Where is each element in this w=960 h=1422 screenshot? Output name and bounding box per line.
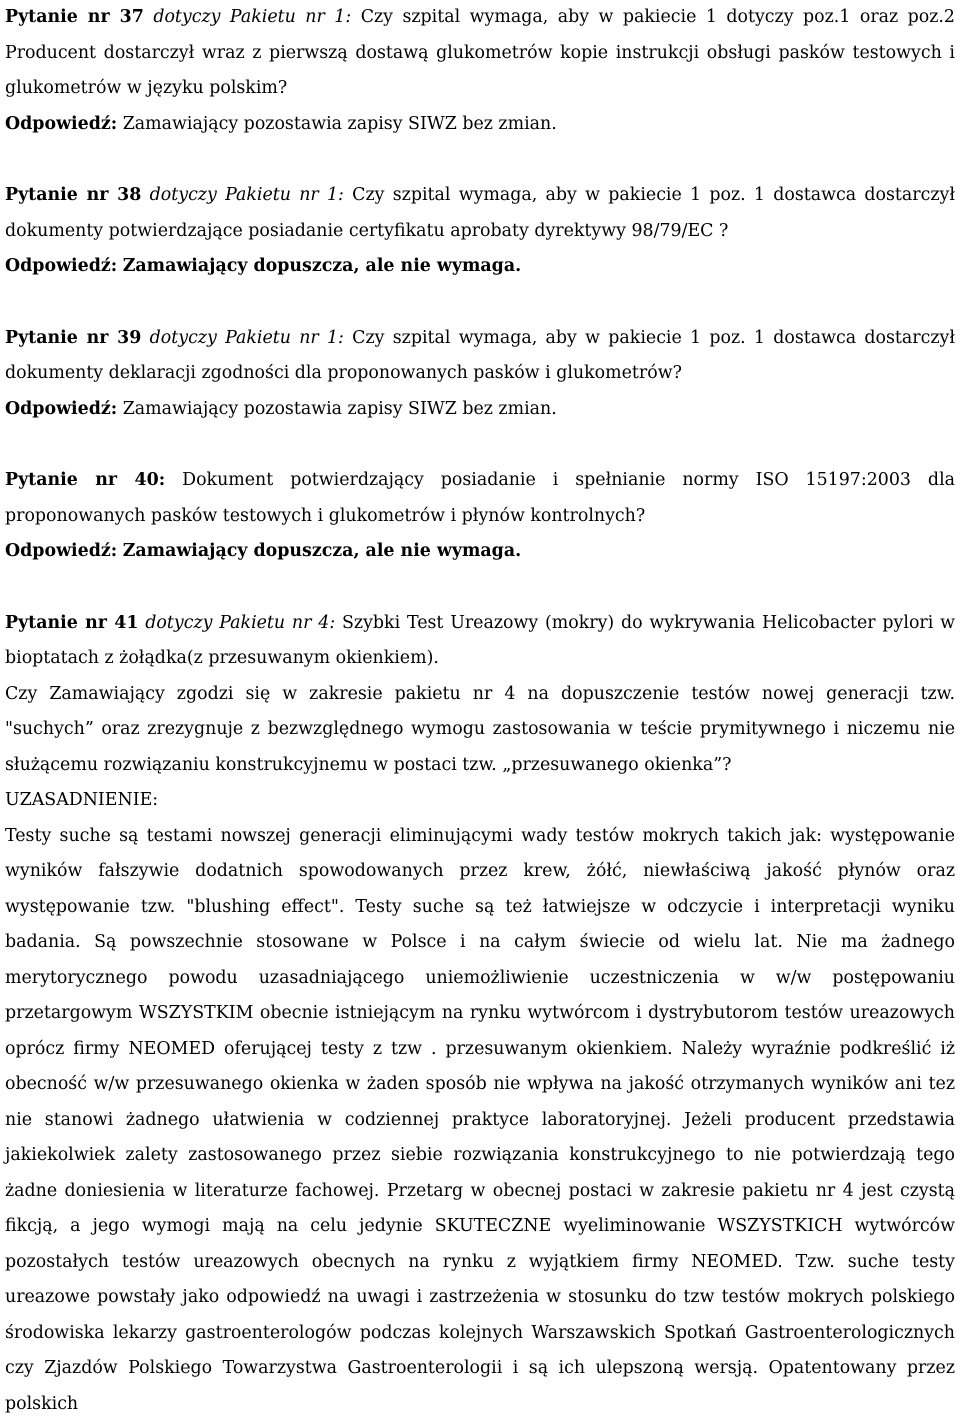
- answer-40-label: Odpowiedź:: [5, 541, 117, 561]
- justification-text: Testy suche są testami nowszej generacji eliminującymi wady testów mokrych takich jak: występowanie wyników fałszywie dodatnich spowodowanych przez krew, żółć, niewłaściwą jakość płynów oraz występowanie tzw. "blushing effect". Testy suche są też łatwiejsze w odczycie i interpretacji wyniku badania. Są powszechnie stosowane w Polsce i na całym świecie od wielu lat. Nie ma żadnego merytorycznego powodu uzasadniającego uniemożliwienie uczestniczenia w w/w postępowaniu przetargowym WSZYSTKIM obecnie istniejącym na rynku wytwórcom i dystrybutorom testów ureazowych oprócz firmy NEOMED oferującej testy z tzw . przesuwanym okienkiem. Należy wyraźnie podkreślić iż obecność w/w przesuwanego okienka w żaden sposób nie wpływa na jakość otrzymanych wyników ani tez nie stanowi żadnego ułatwienia w codziennej praktyce laboratoryjnej. Jeżeli producent przedstawia jakiekolwiek zalety zastosowanego przez siebie rozwiązania konstrukcyjnego to nie potwierdzają tego żadne doniesienia w literaturze fachowej. Przetarg w obecnej postaci w zakresie pakietu nr 4 jest czystą fikcją, a jego wymogi mają na celu jedynie SKUTECZNE wyeliminowanie WSZYSTKICH wytwórców pozostałych testów ureazowych obecnych na rynku z wyjątkiem firmy NEOMED. Tzw. suche testy ureazowe powstały jako odpowiedź na uwagi i zastrzeżenia w stosunku do tzw testów mokrych polskiego środowiska lekarzy gastroenterologów podczas kolejnych Warszawskich Spotkań Gastroenterologicznych czy Zjazdów Polskiego Towarzystwa Gastroenterologii i są ich ulepszoną wersją. Opatentowany przez polskich: [5, 819, 955, 1422]
- answer-38-label: Odpowiedź:: [5, 256, 117, 276]
- question-40: [5, 463, 955, 570]
- question-37-ref: dotyczy Pakietu nr 1:: [153, 7, 351, 27]
- question-41: [5, 606, 955, 1422]
- answer-39-label: Odpowiedź:: [5, 399, 117, 419]
- question-41-text: [5, 606, 955, 677]
- question-41-question: Czy Zamawiający zgodzi się w zakresie pakietu nr 4 na dopuszczenie testów nowej generacji tzw. "suchych” oraz zrezygnuje z bezwzględnego wymogu zastosowania w teście prymitywnego i niczemu nie służącemu rozwiązaniu konstrukcyjnemu w postaci tzw. „przesuwanego okienka”?: [5, 677, 955, 784]
- question-37-body: Czy szpital wymaga, aby w pakiecie 1 dotyczy poz.1 oraz poz.2 Producent dostarczył wraz z pierwszą dostawą glukometrów kopie instrukcji obsługi pasków testowych i glukometrów w języku polskim?: [5, 7, 955, 98]
- question-39-ref: dotyczy Pakietu nr 1:: [150, 328, 344, 348]
- question-38-text: [5, 178, 955, 249]
- answer-40-text: Zamawiający dopuszcza, ale nie wymaga.: [123, 541, 521, 561]
- answer-39-text: Zamawiający pozostawia zapisy SIWZ bez zmian.: [123, 399, 557, 419]
- question-41-ref: dotyczy Pakietu nr 4:: [145, 613, 335, 633]
- question-41-label: Pytanie nr 41: [5, 613, 138, 633]
- justification-label: UZASADNIENIE:: [5, 783, 955, 819]
- question-38: [5, 178, 955, 285]
- answer-37-text: Zamawiający pozostawia zapisy SIWZ bez zmian.: [123, 114, 557, 134]
- answer-37-label: Odpowiedź:: [5, 114, 117, 134]
- question-38-ref: dotyczy Pakietu nr 1:: [150, 185, 344, 205]
- question-39-body: Czy szpital wymaga, aby w pakiecie 1 poz. 1 dostawca dostarczył dokumenty deklaracji zgodności dla proponowanych pasków i glukometrów?: [5, 328, 955, 384]
- question-38-label: Pytanie nr 38: [5, 185, 141, 205]
- question-38-body: Czy szpital wymaga, aby w pakiecie 1 poz. 1 dostawca dostarczył dokumenty potwierdzające posiadanie certyfikatu aprobaty dyrektywy 98/79/EC ?: [5, 185, 955, 241]
- answer-38: [5, 249, 955, 285]
- question-39-label: Pytanie nr 39: [5, 328, 141, 348]
- question-39-text: [5, 321, 955, 392]
- question-41-body: Szybki Test Ureazowy (mokry) do wykrywania Helicobacter pylori w bioptatach z żołądka(z przesuwanym okienkiem).: [5, 613, 955, 669]
- question-40-body: Dokument potwierdzający posiadanie i spełnianie normy ISO 15197:2003 dla proponowanych pasków testowych i glukometrów i płynów kontrolnych?: [5, 470, 955, 526]
- answer-38-text: Zamawiający dopuszcza, ale nie wymaga.: [123, 256, 521, 276]
- question-40-label: Pytanie nr 40:: [5, 470, 165, 490]
- question-37-label: Pytanie nr 37: [5, 7, 144, 27]
- question-39: [5, 321, 955, 428]
- answer-40: [5, 534, 955, 570]
- answer-39: [5, 392, 955, 428]
- document-page: [5, 0, 955, 1422]
- question-37-text: [5, 0, 955, 107]
- question-37: [5, 0, 955, 142]
- question-40-text: [5, 463, 955, 534]
- answer-37: [5, 107, 955, 143]
